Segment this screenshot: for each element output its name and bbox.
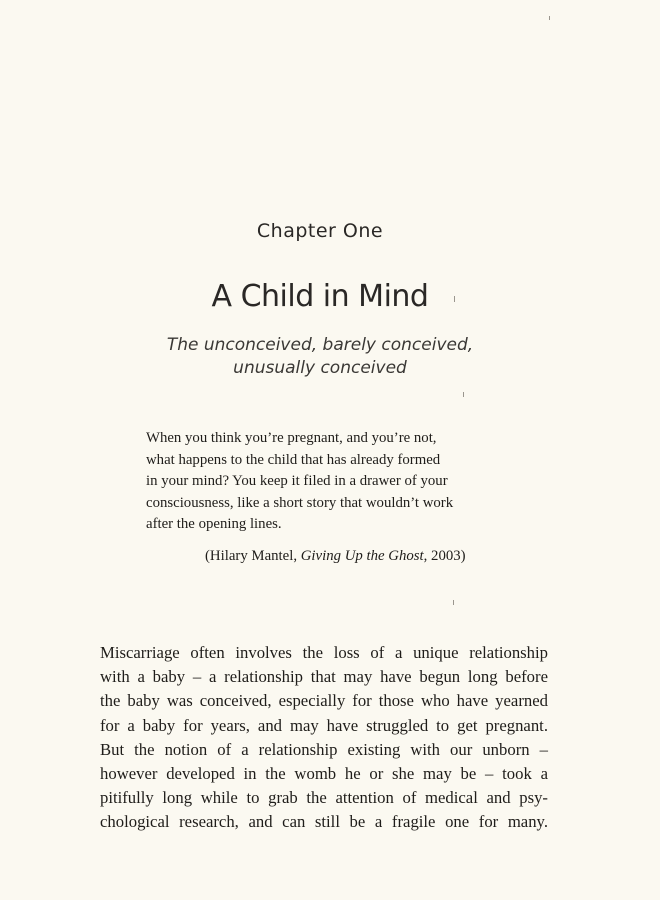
chapter-title: A Child in Mind xyxy=(211,279,429,314)
subtitle-line: The unconceived, barely conceived, xyxy=(166,335,474,355)
attribution-prefix: (Hilary Mantel, xyxy=(205,548,301,564)
body-line: But the notion of a relationship existing with our unborn – xyxy=(100,739,548,759)
body-line: however developed in the womb he or she may be – took a xyxy=(100,764,548,784)
scan-speck xyxy=(549,16,550,20)
epigraph-line: consciousness, like a short story that wouldn’t work xyxy=(146,494,454,511)
epigraph-line: in your mind? You keep it filed in a drawer of your xyxy=(146,473,448,489)
epigraph-line: what happens to the child that has already formed xyxy=(146,451,441,468)
body-paragraph xyxy=(100,641,548,835)
scan-speck xyxy=(453,600,454,605)
subtitle-line: unusually conceived xyxy=(233,358,407,378)
epigraph-quote xyxy=(146,428,526,536)
scan-speck xyxy=(454,296,455,302)
body-line: pitifully long while to grab the attention of medical and psy- xyxy=(100,788,548,808)
body-line: with a baby – a relationship that may have begun long before xyxy=(100,667,548,687)
attribution-work-title: Giving Up the Ghost xyxy=(300,548,424,564)
body-line: for a baby for years, and may have struggled to get pregnant. xyxy=(100,715,548,735)
epigraph-attribution xyxy=(205,548,525,565)
epigraph-line: after the opening lines. xyxy=(146,516,282,532)
chapter-label: Chapter One xyxy=(256,220,384,242)
chapter-subtitle xyxy=(140,334,500,380)
body-line: Miscarriage often involves the loss of a unique relationship xyxy=(100,643,548,662)
scan-speck xyxy=(463,392,464,397)
body-line: the baby was conceived, especially for those who have yearned xyxy=(100,691,548,711)
body-line: chological research, and can still be a fragile one for many. xyxy=(100,812,548,832)
epigraph-line: When you think you’re pregnant, and you’re not, xyxy=(146,430,437,446)
attribution-suffix: , 2003) xyxy=(423,548,466,564)
